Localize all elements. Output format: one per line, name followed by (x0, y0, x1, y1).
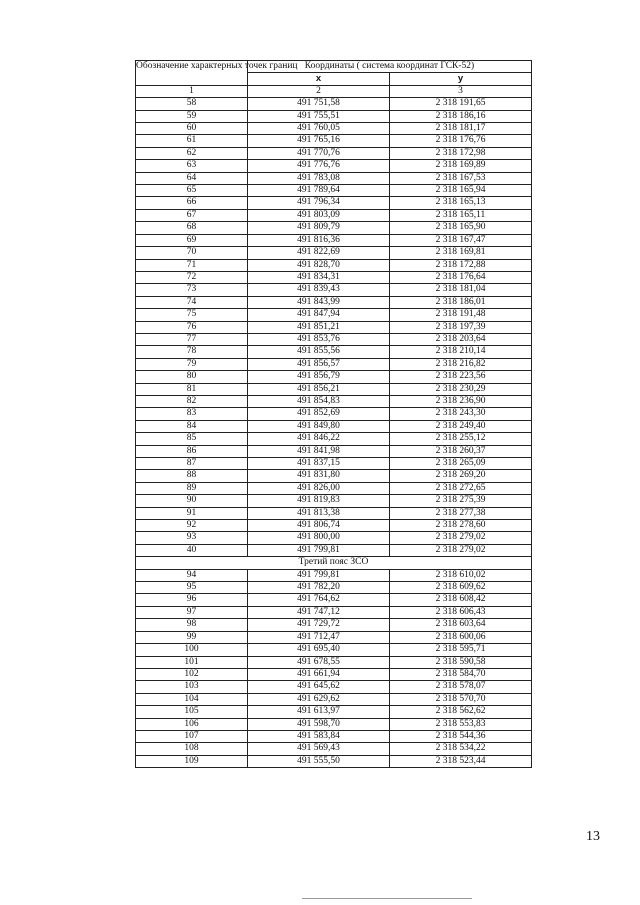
page-number: 13 (586, 829, 600, 844)
point-id-cell: 96 (136, 594, 248, 606)
x-coordinate-cell: 491 678,55 (248, 656, 390, 668)
point-id-cell: 75 (136, 309, 248, 321)
point-id-cell: 98 (136, 619, 248, 631)
scan-line-mark (302, 898, 472, 899)
point-id-cell: 100 (136, 644, 248, 656)
y-coordinate-cell: 2 318 584,70 (390, 668, 532, 680)
table-row (136, 706, 532, 718)
point-id-cell: 80 (136, 371, 248, 383)
x-coordinate-cell: 491 851,21 (248, 321, 390, 333)
point-id-cell: 109 (136, 755, 248, 767)
point-id-cell: 101 (136, 656, 248, 668)
point-id-cell: 89 (136, 482, 248, 494)
y-coordinate-cell: 2 318 165,13 (390, 197, 532, 209)
y-coordinate-cell: 2 318 165,11 (390, 209, 532, 221)
point-id-cell: 59 (136, 110, 248, 122)
x-coordinate-cell: 491 853,76 (248, 333, 390, 345)
table-row (136, 98, 532, 110)
y-coordinate-cell: 2 318 570,70 (390, 693, 532, 705)
x-coordinate-cell: 491 569,43 (248, 743, 390, 755)
y-coordinate-cell: 2 318 269,20 (390, 470, 532, 482)
x-coordinate-cell: 491 776,76 (248, 160, 390, 172)
y-coordinate-cell: 2 318 610,02 (390, 569, 532, 581)
point-id-cell: 87 (136, 458, 248, 470)
x-coordinate-cell: 491 747,12 (248, 606, 390, 618)
table-row (136, 284, 532, 296)
y-coordinate-cell: 2 318 578,07 (390, 681, 532, 693)
table-row (136, 631, 532, 643)
point-id-cell: 68 (136, 222, 248, 234)
point-id-cell: 91 (136, 507, 248, 519)
table-row (136, 507, 532, 519)
point-id-cell: 108 (136, 743, 248, 755)
point-id-cell: 64 (136, 172, 248, 184)
x-coordinate-cell: 491 783,08 (248, 172, 390, 184)
x-coordinate-cell: 491 847,94 (248, 309, 390, 321)
point-id-cell: 66 (136, 197, 248, 209)
x-coordinate-cell: 491 852,69 (248, 408, 390, 420)
section-label: Третий пояс ЗСО (136, 557, 532, 569)
y-coordinate-cell: 2 318 181,17 (390, 123, 532, 135)
x-coordinate-cell: 491 613,97 (248, 706, 390, 718)
y-coordinate-cell: 2 318 236,90 (390, 395, 532, 407)
point-id-cell: 65 (136, 185, 248, 197)
column-number: 1 (136, 85, 248, 97)
x-coordinate-cell: 491 712,47 (248, 631, 390, 643)
table-row (136, 755, 532, 767)
point-id-cell: 85 (136, 433, 248, 445)
x-coordinate-cell: 491 813,38 (248, 507, 390, 519)
point-id-cell: 97 (136, 606, 248, 618)
x-coordinate-cell: 491 822,69 (248, 247, 390, 259)
table-row (136, 594, 532, 606)
y-coordinate-cell: 2 318 169,89 (390, 160, 532, 172)
table-row (136, 160, 532, 172)
x-coordinate-cell: 491 831,80 (248, 470, 390, 482)
column-number: 3 (390, 85, 532, 97)
point-id-cell: 84 (136, 420, 248, 432)
table-row (136, 668, 532, 680)
y-coordinate-cell: 2 318 279,02 (390, 532, 532, 544)
y-coordinate-cell: 2 318 186,16 (390, 110, 532, 122)
table-row (136, 123, 532, 135)
table-row (136, 247, 532, 259)
y-coordinate-cell: 2 318 603,64 (390, 619, 532, 631)
y-coordinate-cell: 2 318 203,64 (390, 333, 532, 345)
point-id-cell: 76 (136, 321, 248, 333)
x-coordinate-cell: 491 834,31 (248, 271, 390, 283)
x-coordinate-cell: 491 856,21 (248, 383, 390, 395)
x-coordinate-cell: 491 841,98 (248, 445, 390, 457)
y-coordinate-cell: 2 318 278,60 (390, 520, 532, 532)
x-coordinate-cell: 491 751,58 (248, 98, 390, 110)
table-row (136, 172, 532, 184)
y-coordinate-cell: 2 318 223,56 (390, 371, 532, 383)
table-row (136, 147, 532, 159)
x-coordinate-cell: 491 856,57 (248, 358, 390, 370)
point-id-cell: 86 (136, 445, 248, 457)
x-coordinate-cell: 491 846,22 (248, 433, 390, 445)
point-id-cell: 95 (136, 582, 248, 594)
point-id-cell: 94 (136, 569, 248, 581)
y-coordinate-cell: 2 318 230,29 (390, 383, 532, 395)
x-coordinate-cell: 491 760,05 (248, 123, 390, 135)
point-id-cell: 90 (136, 495, 248, 507)
x-coordinate-cell: 491 645,62 (248, 681, 390, 693)
y-coordinate-cell: 2 318 172,88 (390, 259, 532, 271)
x-coordinate-cell: 491 555,50 (248, 755, 390, 767)
table-row (136, 271, 532, 283)
point-id-cell: 73 (136, 284, 248, 296)
table-row (136, 420, 532, 432)
point-id-cell: 103 (136, 681, 248, 693)
table-row (136, 209, 532, 221)
point-id-cell: 40 (136, 544, 248, 556)
table-row (136, 371, 532, 383)
x-coordinate-cell: 491 856,79 (248, 371, 390, 383)
point-id-cell: 70 (136, 247, 248, 259)
table-row (136, 656, 532, 668)
y-coordinate-cell: 2 318 165,90 (390, 222, 532, 234)
x-coordinate-cell: 491 789,64 (248, 185, 390, 197)
table-row (136, 619, 532, 631)
point-id-cell: 107 (136, 730, 248, 742)
y-coordinate-cell: 2 318 243,30 (390, 408, 532, 420)
point-id-cell: 82 (136, 395, 248, 407)
x-coordinate-cell: 491 583,84 (248, 730, 390, 742)
table-row (136, 234, 532, 246)
y-coordinate-cell: 2 318 165,94 (390, 185, 532, 197)
x-coordinate-cell: 491 855,56 (248, 346, 390, 358)
table-row (136, 321, 532, 333)
y-coordinate-cell: 2 318 600,06 (390, 631, 532, 643)
table-row (136, 383, 532, 395)
y-coordinate-cell: 2 318 167,53 (390, 172, 532, 184)
y-coordinate-cell: 2 318 608,42 (390, 594, 532, 606)
coordinates-table-body (136, 61, 532, 768)
point-id-cell: 79 (136, 358, 248, 370)
table-row (136, 110, 532, 122)
point-id-cell: 92 (136, 520, 248, 532)
point-id-cell: 72 (136, 271, 248, 283)
point-id-cell: 99 (136, 631, 248, 643)
x-coordinate-cell: 491 799,81 (248, 544, 390, 556)
point-id-cell: 63 (136, 160, 248, 172)
point-id-cell: 71 (136, 259, 248, 271)
table-row (136, 259, 532, 271)
point-id-cell: 74 (136, 296, 248, 308)
table-row (136, 532, 532, 544)
x-coordinate-cell: 491 770,76 (248, 147, 390, 159)
y-coordinate-cell: 2 318 197,39 (390, 321, 532, 333)
x-coordinate-cell: 491 629,62 (248, 693, 390, 705)
x-coordinate-cell: 491 782,20 (248, 582, 390, 594)
x-column-header: x (248, 73, 390, 85)
x-coordinate-cell: 491 809,79 (248, 222, 390, 234)
x-coordinate-cell: 491 849,80 (248, 420, 390, 432)
point-id-cell: 77 (136, 333, 248, 345)
x-coordinate-cell: 491 803,09 (248, 209, 390, 221)
point-id-cell: 88 (136, 470, 248, 482)
y-coordinate-cell: 2 318 249,40 (390, 420, 532, 432)
table-row (136, 470, 532, 482)
coordinates-table (135, 60, 532, 768)
table-row (136, 185, 532, 197)
x-coordinate-cell: 491 796,34 (248, 197, 390, 209)
point-id-cell: 62 (136, 147, 248, 159)
x-coordinate-cell: 491 854,83 (248, 395, 390, 407)
y-coordinate-cell: 2 318 176,64 (390, 271, 532, 283)
table-row (136, 358, 532, 370)
point-designation-header: Обозначение характерных точек границ (136, 61, 248, 86)
y-coordinate-cell: 2 318 169,81 (390, 247, 532, 259)
y-coordinate-cell: 2 318 523,44 (390, 755, 532, 767)
point-id-cell: 83 (136, 408, 248, 420)
table-row (136, 433, 532, 445)
y-coordinate-cell: 2 318 562,62 (390, 706, 532, 718)
x-coordinate-cell: 491 799,81 (248, 569, 390, 581)
y-coordinate-cell: 2 318 275,39 (390, 495, 532, 507)
point-id-cell: 69 (136, 234, 248, 246)
table-row (136, 346, 532, 358)
x-coordinate-cell: 491 661,94 (248, 668, 390, 680)
x-coordinate-cell: 491 765,16 (248, 135, 390, 147)
x-coordinate-cell: 491 837,15 (248, 458, 390, 470)
x-coordinate-cell: 491 695,40 (248, 644, 390, 656)
x-coordinate-cell: 491 806,74 (248, 520, 390, 532)
table-row (136, 309, 532, 321)
x-coordinate-cell: 491 598,70 (248, 718, 390, 730)
point-id-cell: 60 (136, 123, 248, 135)
table-row (136, 296, 532, 308)
x-coordinate-cell: 491 839,43 (248, 284, 390, 296)
table-row (136, 135, 532, 147)
y-coordinate-cell: 2 318 590,58 (390, 656, 532, 668)
table-row (136, 569, 532, 581)
y-coordinate-cell: 2 318 272,65 (390, 482, 532, 494)
y-coordinate-cell: 2 318 216,82 (390, 358, 532, 370)
point-id-cell: 93 (136, 532, 248, 544)
y-coordinate-cell: 2 318 176,76 (390, 135, 532, 147)
x-coordinate-cell: 491 826,00 (248, 482, 390, 494)
y-coordinate-cell: 2 318 595,71 (390, 644, 532, 656)
point-id-cell: 105 (136, 706, 248, 718)
table-row (136, 544, 532, 556)
table-row (136, 606, 532, 618)
table-row (136, 520, 532, 532)
point-id-cell: 106 (136, 718, 248, 730)
y-coordinate-cell: 2 318 191,65 (390, 98, 532, 110)
x-coordinate-cell: 491 800,00 (248, 532, 390, 544)
y-coordinate-cell: 2 318 265,09 (390, 458, 532, 470)
x-coordinate-cell: 491 828,70 (248, 259, 390, 271)
table-row (136, 445, 532, 457)
x-coordinate-cell: 491 764,62 (248, 594, 390, 606)
table-row (136, 222, 532, 234)
table-row (136, 693, 532, 705)
table-row (136, 582, 532, 594)
y-coordinate-cell: 2 318 553,83 (390, 718, 532, 730)
coordinates-group-header: Координаты ( система координат ГСК-52) (248, 61, 532, 73)
point-id-cell: 67 (136, 209, 248, 221)
table-row (136, 408, 532, 420)
y-coordinate-cell: 2 318 210,14 (390, 346, 532, 358)
y-coordinate-cell: 2 318 255,12 (390, 433, 532, 445)
point-id-cell: 58 (136, 98, 248, 110)
table-row (136, 644, 532, 656)
column-number-row (136, 85, 532, 97)
table-row (136, 743, 532, 755)
table-row (136, 458, 532, 470)
point-id-cell: 104 (136, 693, 248, 705)
table-row (136, 482, 532, 494)
point-id-cell: 81 (136, 383, 248, 395)
point-id-cell: 78 (136, 346, 248, 358)
y-coordinate-cell: 2 318 260,37 (390, 445, 532, 457)
point-id-cell: 102 (136, 668, 248, 680)
x-coordinate-cell: 491 819,83 (248, 495, 390, 507)
y-coordinate-cell: 2 318 186,01 (390, 296, 532, 308)
y-coordinate-cell: 2 318 167,47 (390, 234, 532, 246)
x-coordinate-cell: 491 729,72 (248, 619, 390, 631)
y-coordinate-cell: 2 318 544,36 (390, 730, 532, 742)
point-id-cell: 61 (136, 135, 248, 147)
header-row-1 (136, 61, 532, 73)
y-coordinate-cell: 2 318 279,02 (390, 544, 532, 556)
table-row (136, 333, 532, 345)
y-coordinate-cell: 2 318 606,43 (390, 606, 532, 618)
table-row (136, 197, 532, 209)
column-number: 2 (248, 85, 390, 97)
x-coordinate-cell: 491 843,99 (248, 296, 390, 308)
section-row (136, 557, 532, 569)
table-row (136, 718, 532, 730)
y-coordinate-cell: 2 318 277,38 (390, 507, 532, 519)
x-coordinate-cell: 491 755,51 (248, 110, 390, 122)
y-coordinate-cell: 2 318 172,98 (390, 147, 532, 159)
table-row (136, 495, 532, 507)
x-coordinate-cell: 491 816,36 (248, 234, 390, 246)
y-coordinate-cell: 2 318 191,48 (390, 309, 532, 321)
y-coordinate-cell: 2 318 534,22 (390, 743, 532, 755)
y-coordinate-cell: 2 318 609,62 (390, 582, 532, 594)
table-row (136, 681, 532, 693)
y-column-header: y (390, 73, 532, 85)
y-coordinate-cell: 2 318 181,04 (390, 284, 532, 296)
table-row (136, 730, 532, 742)
table-row (136, 395, 532, 407)
